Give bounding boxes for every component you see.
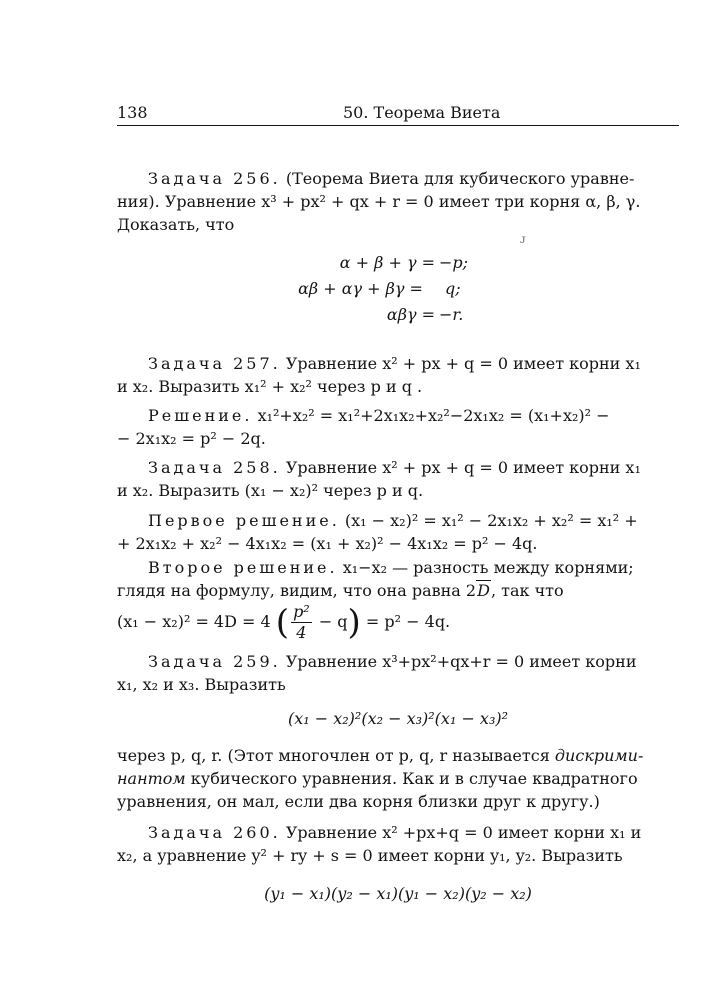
system-lhs: αβ + αγ + βγ = xyxy=(298,279,423,298)
system-row xyxy=(290,278,500,300)
problem-256-text-1: (Теорема Виета для кубического уравне- xyxy=(285,169,635,188)
problem-260-text-1: Уравнение x² +px+q = 0 имеет корни x₁ и xyxy=(285,823,642,842)
solution-258a-text-1: (x₁ − x₂)² = x₁² − 2x₁x₂ + x₂² = x₁² + xyxy=(344,511,638,530)
problem-259-text-1: Уравнение x³+px²+qx+r = 0 имеет корни xyxy=(285,652,637,671)
solution-257-label: Решение. xyxy=(148,406,253,425)
running-title: 50. Теорема Виета xyxy=(343,103,501,122)
solution-258b-label: Второе решение. xyxy=(148,558,338,577)
problem-258-line-2: и x₂. Выразить (x₁ − x₂)² через p и q. xyxy=(117,481,424,500)
problem-259-label: Задача 259. xyxy=(148,652,281,671)
solution-257-line-1 xyxy=(117,405,701,427)
problem-256-line-1 xyxy=(117,168,701,190)
solution-258b-text-2a: глядя на формулу, видим, что она равна 2 xyxy=(117,581,477,600)
solution-258b-line-2 xyxy=(117,580,679,602)
system-row xyxy=(290,304,500,326)
sqrt-expression: D xyxy=(477,581,490,600)
solution-257-text-1: x₁²+x₂² = x₁²+2x₁x₂+x₂²−2x₁x₂ = (x₁+x₂)² − xyxy=(257,406,610,425)
paren-close: ) xyxy=(347,602,361,643)
solution-258b-text-2b: , так что xyxy=(490,581,564,600)
term-discriminant-part2: нантом xyxy=(117,769,186,788)
fraction xyxy=(291,602,312,643)
term-discriminant-part1: дискрими- xyxy=(554,746,644,765)
problem-259-line-2: x₁, x₂ и x₃. Выразить xyxy=(117,675,286,694)
problem-259-text-3a: через p, q, r. (Этот многочлен от p, q, r называется xyxy=(117,746,550,765)
problem-257-line-2: и x₂. Выразить x₁² + x₂² через p и q . xyxy=(117,377,423,396)
page-number: 138 xyxy=(117,103,148,122)
system-rhs: q; xyxy=(444,279,461,298)
fraction-numerator: p² xyxy=(293,602,310,621)
solution-258b-text-3c: = p² − 4q. xyxy=(365,612,451,631)
solution-258a-line-2: + 2x₁x₂ + x₂² − 4x₁x₂ = (x₁ + x₂)² − 4x₁x₂ = p² − 4q. xyxy=(117,534,538,553)
problem-259-line-1 xyxy=(117,651,701,673)
problem-257-label: Задача 257. xyxy=(148,354,281,373)
vieta-system xyxy=(290,252,500,326)
stray-mark: ᴊ xyxy=(520,232,526,246)
problem-257-line-1 xyxy=(117,353,701,375)
problem-259-line-3 xyxy=(117,745,679,767)
problem-258-line-1 xyxy=(117,457,701,479)
solution-258b-text-1: x₁−x₂ — разность между корнями; xyxy=(342,558,634,577)
problem-259-formula: (x₁ − x₂)²(x₂ − x₃)²(x₁ − x₃)² xyxy=(287,709,509,728)
problem-259-text-4b: кубического уравнения. Как и в случае квадратного xyxy=(190,769,638,788)
solution-258b-line-1 xyxy=(117,557,701,579)
fraction-denominator: 4 xyxy=(296,623,307,642)
problem-259-line-4 xyxy=(117,768,679,790)
system-rhs: −r. xyxy=(439,305,464,324)
solution-258a-label: Первое решение. xyxy=(148,511,340,530)
system-lhs: αβγ = xyxy=(386,305,435,324)
solution-258b-text-3b: − q xyxy=(318,612,348,631)
problem-260-label: Задача 260. xyxy=(148,823,281,842)
problem-256-line-2: ния). Уравнение x³ + px² + qx + r = 0 имеет три корня α, β, γ. xyxy=(117,192,641,211)
problem-260-formula: (y₁ − x₁)(y₂ − x₁)(y₁ − x₂)(y₂ − x₂) xyxy=(264,884,532,903)
problem-260-line-2: x₂, а уравнение y² + ry + s = 0 имеет корни y₁, y₂. Выразить xyxy=(117,846,623,865)
system-row xyxy=(290,252,500,274)
solution-257-line-2: − 2x₁x₂ = p² − 2q. xyxy=(117,429,266,448)
solution-258b-text-3a: (x₁ − x₂)² = 4D = 4 xyxy=(117,612,271,631)
system-lhs: α + β + γ = xyxy=(339,253,435,272)
problem-256-line-3: Доказать, что xyxy=(117,215,235,234)
problem-256-label: Задача 256. xyxy=(148,169,281,188)
solution-258b-line-3 xyxy=(117,600,679,644)
problem-259-line-5: уравнения, он мал, если два корня близки друг к другу.) xyxy=(117,792,600,811)
problem-257-text-1: Уравнение x² + px + q = 0 имеет корни x₁ xyxy=(285,354,641,373)
running-header xyxy=(117,103,679,126)
problem-260-line-1 xyxy=(117,822,701,844)
paren-open: ( xyxy=(275,602,290,643)
problem-258-text-1: Уравнение x² + px + q = 0 имеет корни x₁ xyxy=(285,458,641,477)
system-rhs: −p; xyxy=(439,253,469,272)
solution-258a-line-1 xyxy=(117,510,701,532)
problem-258-label: Задача 258. xyxy=(148,458,281,477)
